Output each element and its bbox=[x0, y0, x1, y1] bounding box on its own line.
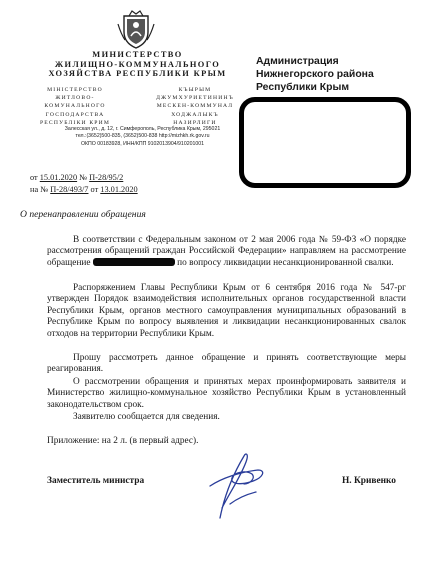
ministry-title-ukrainian bbox=[20, 86, 130, 127]
redacted-applicant-name bbox=[93, 258, 175, 266]
redacted-addressee-box bbox=[239, 97, 411, 188]
addressee-line: Нижнегорского района bbox=[256, 69, 374, 80]
reg-no-label: № bbox=[79, 173, 88, 182]
crh-line: ХОДЖАЛЫКЪ bbox=[171, 111, 219, 118]
ministry-title-line: ЖИЛИЩНО-КОММУНАЛЬНОГО bbox=[54, 59, 221, 69]
ua-line: ГОСПОДАРСТВА bbox=[45, 111, 105, 118]
ministry-title bbox=[40, 50, 235, 79]
letter-subject: О перенаправлении обращения bbox=[20, 209, 146, 220]
reg-prefix: от bbox=[30, 173, 38, 182]
signatory-name: Н. Кривенко bbox=[342, 476, 396, 486]
contacts-codes: ОКПО 00183928, ИНН/КПП 9102013904/910201001 bbox=[80, 140, 205, 147]
handwritten-signature-icon bbox=[200, 448, 272, 520]
body-text: по вопросу ликвидации несанкционированной свалки. bbox=[177, 257, 394, 268]
crh-line: МЕСКЕН-КОММУНАЛ bbox=[156, 103, 234, 110]
body-paragraph-3: Прошу рассмотреть данное обращение и принять соответствующие меры реагирования. bbox=[47, 353, 406, 375]
ministry-title-crimean-tatar bbox=[140, 86, 250, 127]
reg-prefix: на № bbox=[30, 185, 49, 194]
registration-line-outgoing bbox=[30, 173, 123, 183]
ministry-title-line: ХОЗЯЙСТВА РЕСПУБЛИКИ КРЫМ bbox=[48, 69, 227, 79]
ua-line: РЕСПУБЛІКИ КРИМ bbox=[39, 119, 110, 126]
ua-line: КОМУНАЛЬНОГО bbox=[44, 103, 106, 110]
ua-line: ЖИТЛОВО- bbox=[55, 95, 95, 102]
crh-line: НАЗИРЛИГИ bbox=[173, 119, 217, 126]
reg-from-label: от bbox=[90, 185, 99, 194]
crh-line: КЪЫРЫМ bbox=[178, 87, 212, 93]
attachment-note: Приложение: на 2 л. (в первый адрес). bbox=[47, 436, 199, 446]
contacts-address: Залесская ул., д. 12, г. Симферополь, Республика Крым, 295021 bbox=[64, 126, 221, 132]
ministry-contacts bbox=[40, 126, 245, 148]
reg-date: 13.01.2020 bbox=[100, 185, 138, 194]
body-paragraph-2: Распоряжением Главы Республики Крым от 6 сентября 2016 года № 547-рг утвержден Порядок взаимодействия исполнительных органов государственной власти Республики Крым, органов местного самоуправления муниципальных образований в Республике Крым по вопросу выявления и ликвидации несанкционированных свалок отходов на территории Республики Крым. bbox=[47, 283, 406, 339]
reg-number: П-28/95/2 bbox=[89, 173, 124, 182]
body-paragraph-1 bbox=[47, 235, 406, 269]
ua-line: МІНІСТЕРСТВО bbox=[47, 87, 103, 93]
body-paragraph-5: Заявителю сообщается для сведения. bbox=[73, 412, 220, 422]
addressee-line: Республики Крым bbox=[256, 82, 350, 93]
crh-line: ДЖУМХУРИЕТИНИНЪ bbox=[156, 95, 234, 102]
crimea-coat-of-arms-icon bbox=[116, 10, 156, 50]
body-paragraph-4: О рассмотрении обращения и принятых мерах проинформировать заявителя и Министерство жилищно-коммунальное хозяйство Республики Крым в установленный законодательством срок. bbox=[47, 377, 406, 410]
reg-number: П-28/493/7 bbox=[50, 185, 89, 194]
body-text: В соответствии с Федеральным законом от 2 мая 2006 года № 59-ФЗ «О порядке рассмотрения обращений граждан Российской Федерации» направляем на рассмотрение обращение bbox=[47, 235, 406, 268]
contacts-phone: тел.:(3652)500-835, (3652)500-838 http://mizhkh.rk.gov.ru bbox=[75, 133, 210, 140]
addressee-line: Администрация bbox=[256, 56, 339, 67]
signatory-role: Заместитель министра bbox=[47, 476, 145, 486]
registration-line-incoming bbox=[30, 185, 138, 195]
addressee-block bbox=[256, 55, 421, 94]
reg-date: 15.01.2020 bbox=[39, 173, 78, 182]
ministry-title-line: МИНИСТЕРСТВО bbox=[92, 50, 183, 59]
